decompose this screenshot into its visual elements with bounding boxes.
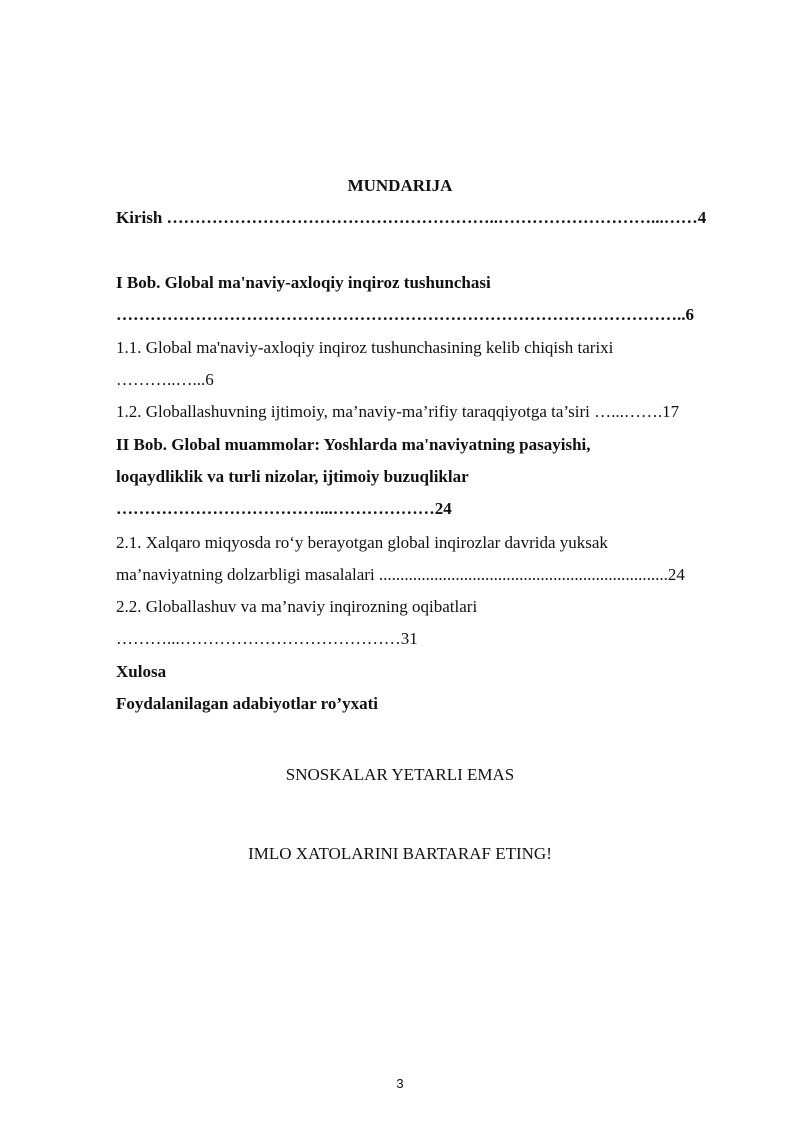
toc-entry-2-1-line1: 2.1. Xalqaro miqyosda ro‘y berayotgan global inqirozlar davrida yuksak bbox=[116, 533, 608, 552]
toc-entry-1-1-title: 1.1. Global ma'naviy-axloqiy inqiroz tushunchasining kelib chiqish tarixi bbox=[116, 338, 614, 357]
reviewer-note-spelling: IMLO XATOLARINI BARTARAF ETING! bbox=[248, 844, 552, 863]
toc-entry-2-1-line2: ma’naviyatning dolzarbligi masalalari ....................................................................24 bbox=[116, 565, 685, 584]
toc-entry-xulosa: Xulosa bbox=[116, 662, 167, 681]
reviewer-note-footnotes: SNOSKALAR YETARLI EMAS bbox=[285, 765, 515, 784]
toc-entry-bob2-line2: loqaydliklik va turli nizolar, ijtimoiy buzuqliklar bbox=[116, 467, 469, 486]
toc-entry-bob2-leader: ………………………………...………………24 bbox=[116, 499, 452, 518]
toc-entry-bob2-line1: II Bob. Global muammolar: Yoshlarda ma'naviyatning pasayishi, bbox=[116, 435, 591, 454]
toc-entry-1-1-leader: ………..…...6 bbox=[116, 370, 214, 389]
page-title: MUNDARIJA bbox=[347, 176, 453, 195]
toc-entry-2-2-leader: ………...…………………………………31 bbox=[116, 629, 418, 648]
toc-entry-kirish: Kirish …………………………………………………..………………………...……4 bbox=[116, 208, 707, 227]
page-number: 3 bbox=[396, 1076, 404, 1091]
toc-entry-bob1-leader: ………………………………………………………………………………………..6 bbox=[116, 305, 694, 324]
toc-entry-bob1-title: I Bob. Global ma'naviy-axloqiy inqiroz tushunchasi bbox=[116, 273, 491, 292]
toc-entry-adabiyotlar: Foydalanilagan adabiyotlar ro’yxati bbox=[116, 694, 378, 713]
toc-entry-1-2: 1.2. Globallashuvning ijtimoiy, ma’naviy-ma’rifiy taraqqiyotga ta’siri …...…….17 bbox=[116, 402, 680, 421]
toc-entry-2-2-title: 2.2. Globallashuv va ma’naviy inqirozning oqibatlari bbox=[116, 597, 478, 616]
